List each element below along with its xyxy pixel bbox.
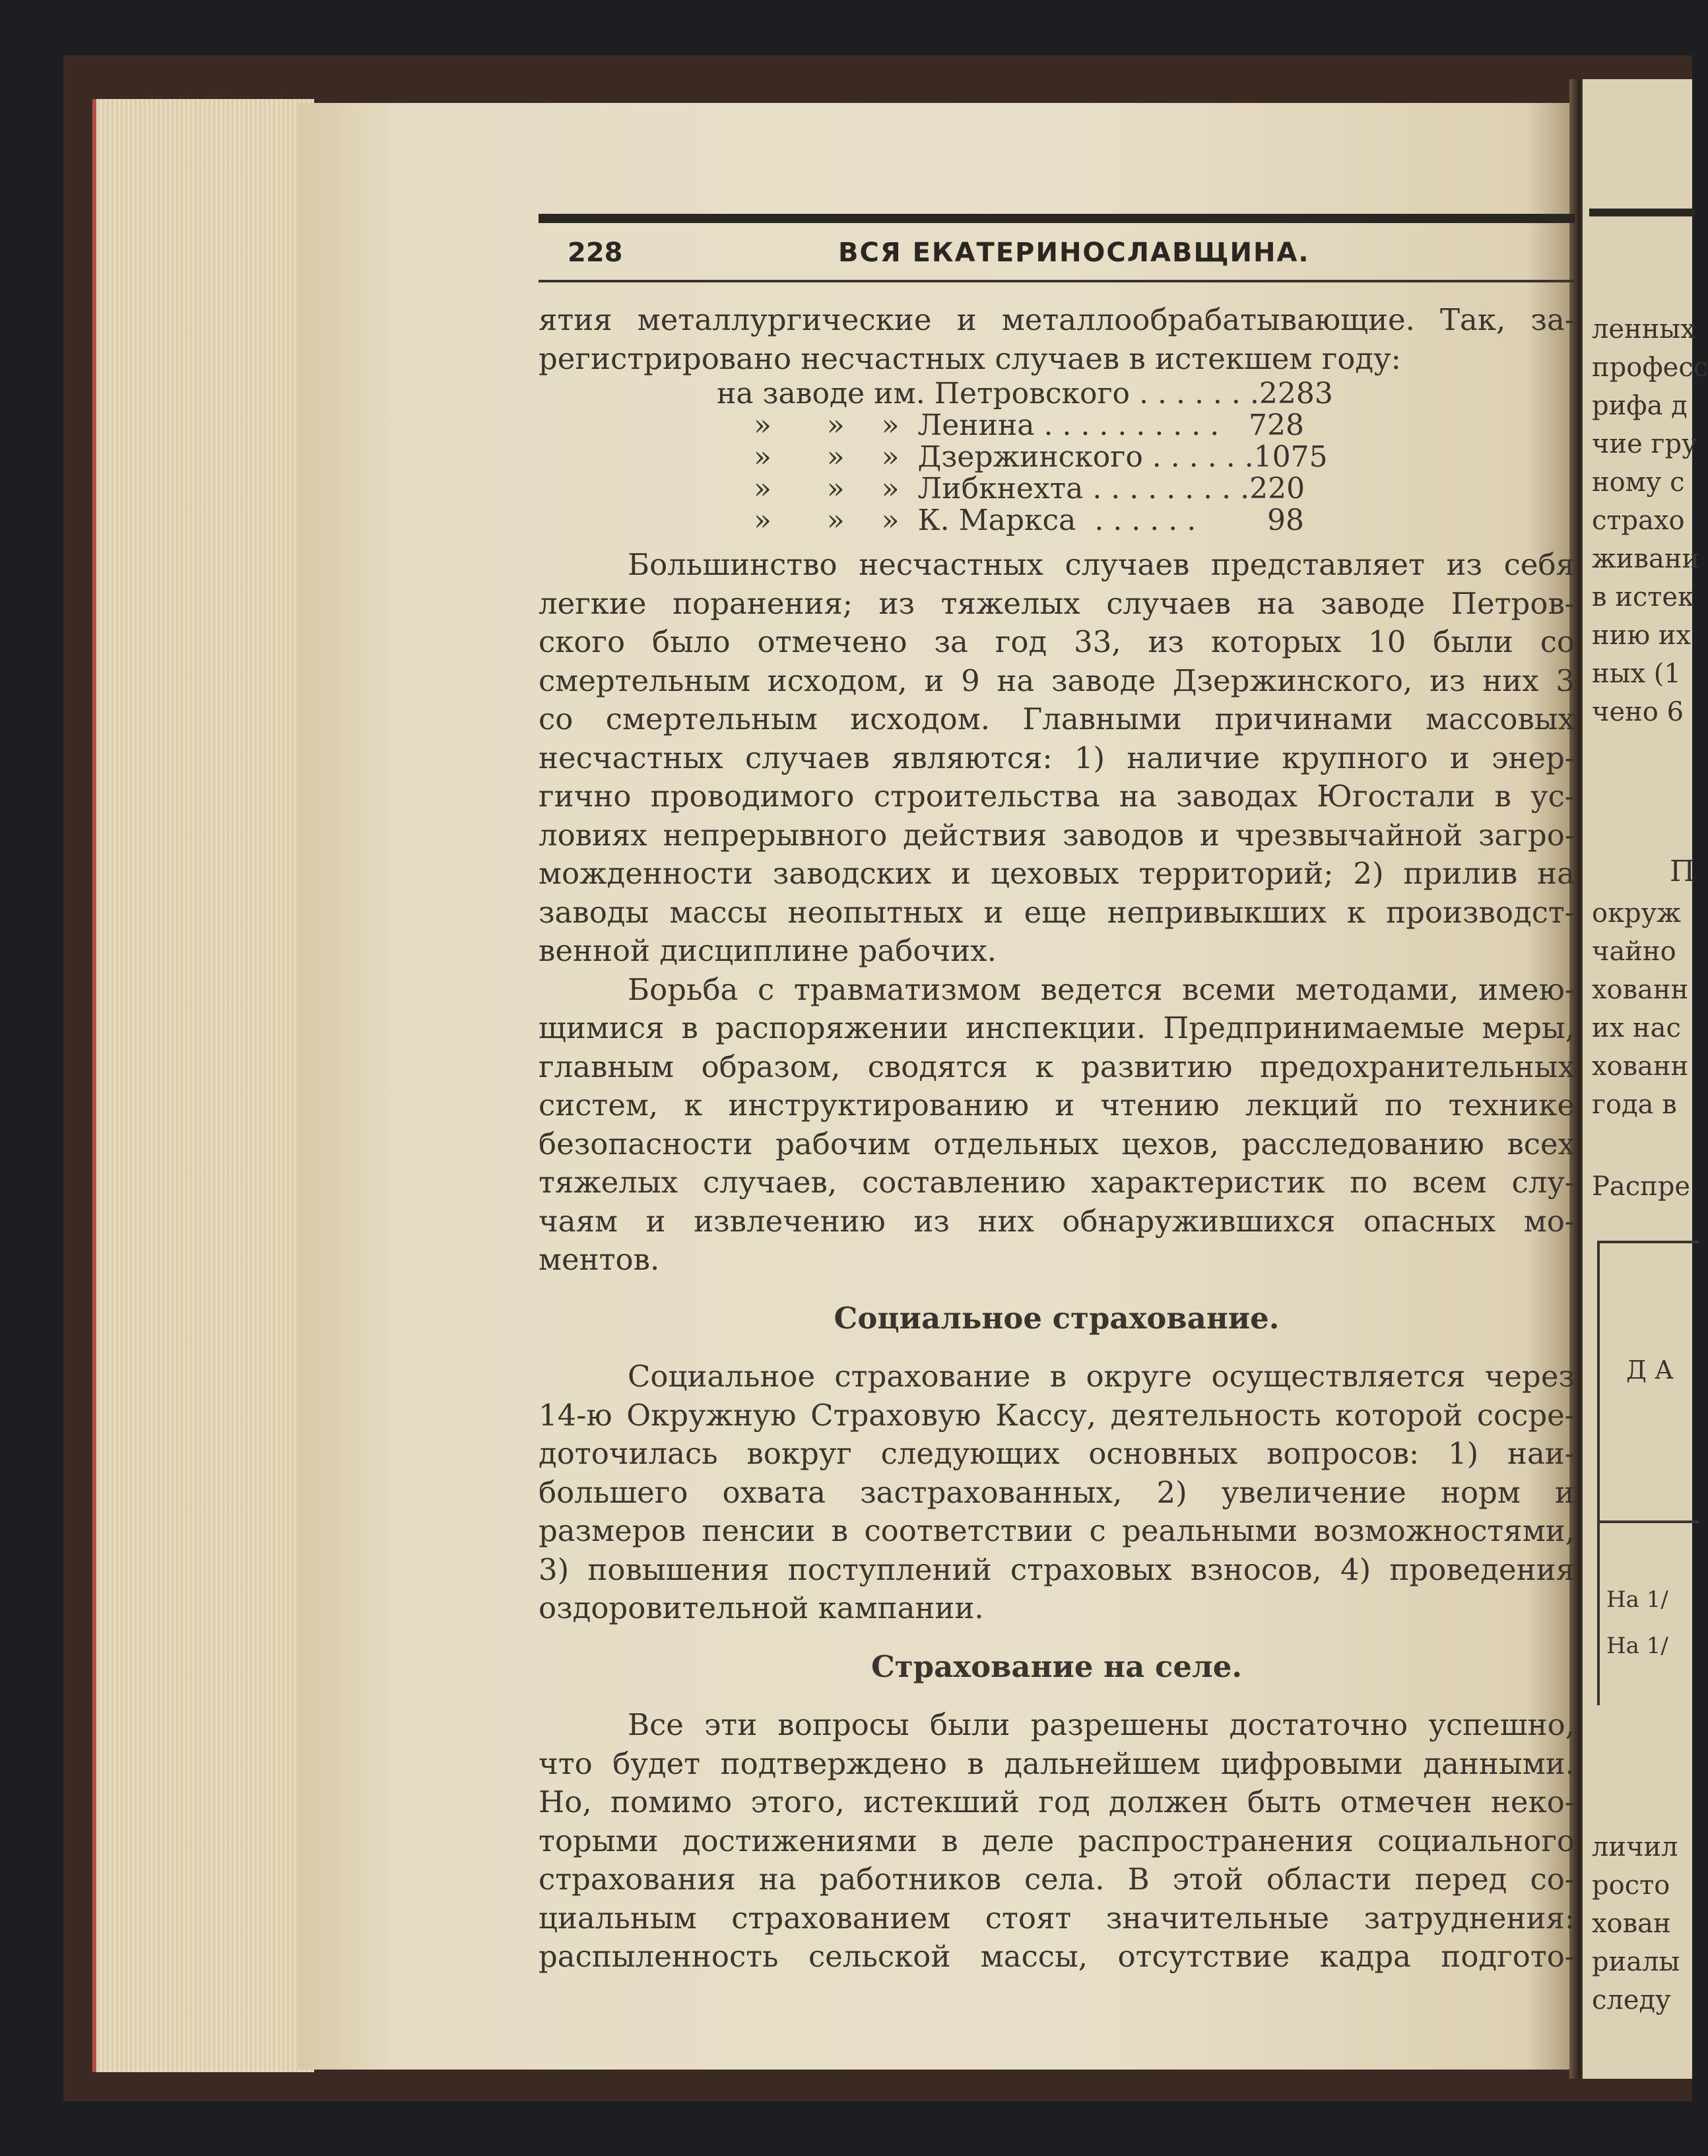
text-line: года в [1592,1090,1677,1120]
text-line: гично проводимого строительства на заводах Югостали в ус- [539,779,1575,814]
text-line: ятия металлургические и металлообрабатывающие. Так, за- [539,302,1575,337]
text-line: безопасности рабочим отдельных цехов, расследованию всех [539,1126,1575,1161]
table-cell-value: 220 [1249,472,1305,506]
text-line: рифа д [1592,391,1688,421]
text-line: большего охвата застрахованных, 2) увеличение норм и [539,1474,1575,1510]
table-cell-value: 1075 [1253,440,1328,474]
text-line: хованн [1592,975,1689,1005]
text-line: ленных [1592,314,1695,344]
section-heading-village-insurance: Страхование на селе. [870,1649,1243,1684]
text-line: 3) повышения поступлений страховых взносов, 4) проведения [539,1552,1575,1587]
paragraph-accidents [539,546,1575,971]
text-line: щимися в распоряжении инспекции. Предпринимаемые меры, [539,1010,1575,1045]
text-line: доточилась вокруг следующих основных вопросов: 1) наи- [539,1436,1575,1471]
page-header [561,238,1577,277]
text-line: ловиях непрерывного действия заводов и чрезвычайной загро- [539,817,1575,853]
text-line: несчастных случаев являются: 1) наличие крупного и энер- [539,740,1575,775]
table-row-label: На 1/ [1606,1633,1668,1659]
text-line: торыми достижениями в деле распространения социального [539,1823,1575,1858]
table-cell-value: 98 [1267,504,1304,537]
text-line: 14-ю Окружную Страховую Кассу, деятельность которой сосре- [539,1397,1575,1433]
text-line: хованн [1592,1051,1689,1082]
text-line: Борьба с травматизмом ведется всеми методами, имею- [628,971,1575,1007]
text-line: страхо [1592,506,1685,536]
text-line: что будет подтверждено в дальнейшем цифровыми данными. [539,1746,1575,1781]
table-row [717,410,1304,441]
right-page-caption: Распре [1592,1171,1691,1202]
text-line: Но, помимо этого, истекший год должен быть отмечен неко- [539,1784,1575,1819]
section-heading-social-insurance: Социальное страхование. [834,1300,1280,1336]
text-line: тяжелых случаев, составлению характеристик по всем слу- [539,1165,1575,1200]
text-line: заводы массы неопытных и еще непривыкших к производст- [539,894,1575,930]
table-cell-label: » » » Дзержинского . . . . . . [717,440,1254,474]
text-line: чайно [1592,936,1676,967]
table-row [717,505,1304,537]
text-line: чаям и извлечению из них обнаружившихся опасных мо- [539,1203,1575,1239]
table-cell-label: » » » Либкнехта . . . . . . . . . [717,472,1250,506]
text-line: можденности заводских и цеховых территорий; 2) прилив на [539,856,1575,891]
table-cell-value: 728 [1249,408,1304,442]
text-line: их нас [1592,1013,1681,1043]
table-row [717,377,1333,410]
right-page-heading: П [1670,855,1695,888]
text-line: окруж [1592,898,1682,929]
text-line: професс [1592,352,1708,383]
text-line: циальным страхованием стоят значительные затруднения: [539,1900,1575,1936]
table-cell-label: на заводе им. Петровского . . . . . . . [717,377,1259,410]
text-line: в истек [1592,582,1695,612]
table-row [717,473,1304,505]
text-line: чие гру [1592,429,1697,459]
paragraph-village-insurance [539,1706,1575,1976]
table-row [717,440,1328,474]
right-page-lines-mid [1592,894,1688,1124]
text-line: Социальное страхование в округе осуществляется через [628,1359,1575,1394]
table-divider [1600,1520,1699,1523]
text-line: главным образом, сводятся к развитию предохранительных [539,1049,1575,1084]
text-line: ному с [1592,467,1685,498]
accidents-table [717,377,1333,537]
running-title: ВСЯ ЕКАТЕРИНОСЛАВЩИНА. [838,238,1310,268]
table-cell-label: » » » К. Маркса . . . . . . [717,504,1197,537]
text-line: хован [1592,1909,1671,1939]
text-line: росто [1592,1870,1670,1901]
page-edges [92,99,314,2072]
table-row-label: На 1/ [1606,1586,1668,1613]
text-line: систем, к инструктированию и чтению лекций по технике [539,1088,1575,1123]
text-line: ского было отмечено за год 33, из которых 10 были со [539,624,1575,659]
text-line: ментов. [539,1242,660,1277]
text-line: со смертельным исходом. Главными причинами массовых [539,702,1575,736]
text-line: следу [1592,1985,1671,2015]
page-number: 228 [568,238,623,268]
table-cell: Д А [1626,1356,1674,1385]
header-rule-thin [539,280,1575,282]
paragraph-social-insurance [539,1357,1575,1628]
header-rule-right-page [1589,209,1695,216]
text-line: легкие поранения; из тяжелых случаев на заводе Петров- [539,585,1575,621]
text-line: страхования на работников села. В этой области перед со- [539,1862,1575,1897]
right-page-lines-bottom [1592,1828,1680,2019]
left-page-text [539,301,1575,1976]
text-line: чено 6 [1592,697,1684,727]
text-line: нию их [1592,620,1692,651]
right-page-table [1597,1241,1699,1705]
table-cell-value: 2283 [1259,377,1333,410]
text-line: венной дисциплине рабочих. [539,933,997,968]
text-line: риалы [1592,1947,1680,1977]
table-cell-label: » » » Ленина . . . . . . . . . . [717,408,1220,442]
text-line: распыленность сельской массы, отсутствие кадра подгото- [539,1939,1575,1974]
text-line: ных (1 [1592,659,1681,689]
right-page-lines-top [1592,310,1708,731]
text-line: Все эти вопросы были разрешены достаточно успешно, [628,1707,1575,1742]
text-line: Большинство несчастных случаев представляет из себя [628,547,1575,582]
text-line: регистрировано несчастных случаев в истекшем году: [539,341,1401,376]
text-line: смертельным исходом, и 9 на заводе Дзержинского, из них 3 [539,663,1575,698]
text-line: живани [1592,544,1700,574]
text-line: оздоровительной кампании. [539,1590,984,1625]
text-line: размеров пенсии в соответствии с реальными возможностями, [539,1513,1575,1548]
header-rule-thick [539,214,1575,223]
paragraph-traumatism [539,971,1575,1280]
text-line: личил [1592,1832,1678,1862]
